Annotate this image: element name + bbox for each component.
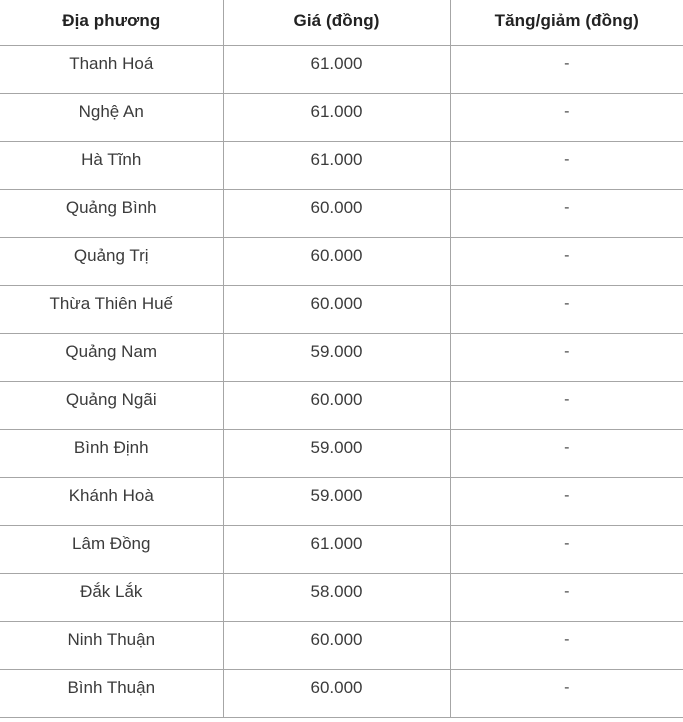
cell-price: 60.000 — [223, 237, 450, 285]
table-row — [0, 669, 683, 717]
cell-locale: Hà Tĩnh — [0, 141, 223, 189]
cell-locale: Nghệ An — [0, 93, 223, 141]
cell-change: - — [450, 621, 683, 669]
table-row — [0, 573, 683, 621]
cell-price: 59.000 — [223, 429, 450, 477]
cell-locale: Bình Thuận — [0, 669, 223, 717]
cell-locale: Lâm Đồng — [0, 525, 223, 573]
cell-change: - — [450, 477, 683, 525]
cell-price: 61.000 — [223, 141, 450, 189]
cell-price: 59.000 — [223, 477, 450, 525]
table-row — [0, 93, 683, 141]
cell-price: 60.000 — [223, 381, 450, 429]
cell-price: 59.000 — [223, 333, 450, 381]
cell-locale: Bình Định — [0, 429, 223, 477]
cell-locale: Quảng Ngãi — [0, 381, 223, 429]
table-row — [0, 141, 683, 189]
cell-change: - — [450, 573, 683, 621]
cell-locale: Quảng Bình — [0, 189, 223, 237]
cell-price: 60.000 — [223, 285, 450, 333]
table-body — [0, 45, 683, 717]
cell-change: - — [450, 45, 683, 93]
cell-locale: Quảng Trị — [0, 237, 223, 285]
cell-locale: Quảng Nam — [0, 333, 223, 381]
table-row — [0, 333, 683, 381]
table-header — [0, 0, 683, 45]
cell-price: 61.000 — [223, 93, 450, 141]
cell-change: - — [450, 189, 683, 237]
cell-locale: Đắk Lắk — [0, 573, 223, 621]
column-header-price: Giá (đồng) — [223, 0, 450, 45]
cell-price: 60.000 — [223, 669, 450, 717]
table-row — [0, 285, 683, 333]
cell-change: - — [450, 333, 683, 381]
table-row — [0, 525, 683, 573]
table-header-row — [0, 0, 683, 45]
cell-change: - — [450, 141, 683, 189]
table-row — [0, 477, 683, 525]
column-header-change: Tăng/giảm (đồng) — [450, 0, 683, 45]
cell-change: - — [450, 669, 683, 717]
cell-change: - — [450, 93, 683, 141]
cell-change: - — [450, 285, 683, 333]
column-header-locale: Địa phương — [0, 0, 223, 45]
cell-price: 60.000 — [223, 621, 450, 669]
cell-locale: Ninh Thuận — [0, 621, 223, 669]
cell-price: 61.000 — [223, 525, 450, 573]
cell-price: 61.000 — [223, 45, 450, 93]
table-row — [0, 189, 683, 237]
cell-locale: Khánh Hoà — [0, 477, 223, 525]
cell-price: 58.000 — [223, 573, 450, 621]
cell-price: 60.000 — [223, 189, 450, 237]
cell-locale: Thanh Hoá — [0, 45, 223, 93]
table-row — [0, 621, 683, 669]
table-row — [0, 237, 683, 285]
cell-change: - — [450, 525, 683, 573]
cell-locale: Thừa Thiên Huế — [0, 285, 223, 333]
table-row — [0, 45, 683, 93]
table-row — [0, 429, 683, 477]
cell-change: - — [450, 237, 683, 285]
table-row — [0, 381, 683, 429]
cell-change: - — [450, 381, 683, 429]
cell-change: - — [450, 429, 683, 477]
